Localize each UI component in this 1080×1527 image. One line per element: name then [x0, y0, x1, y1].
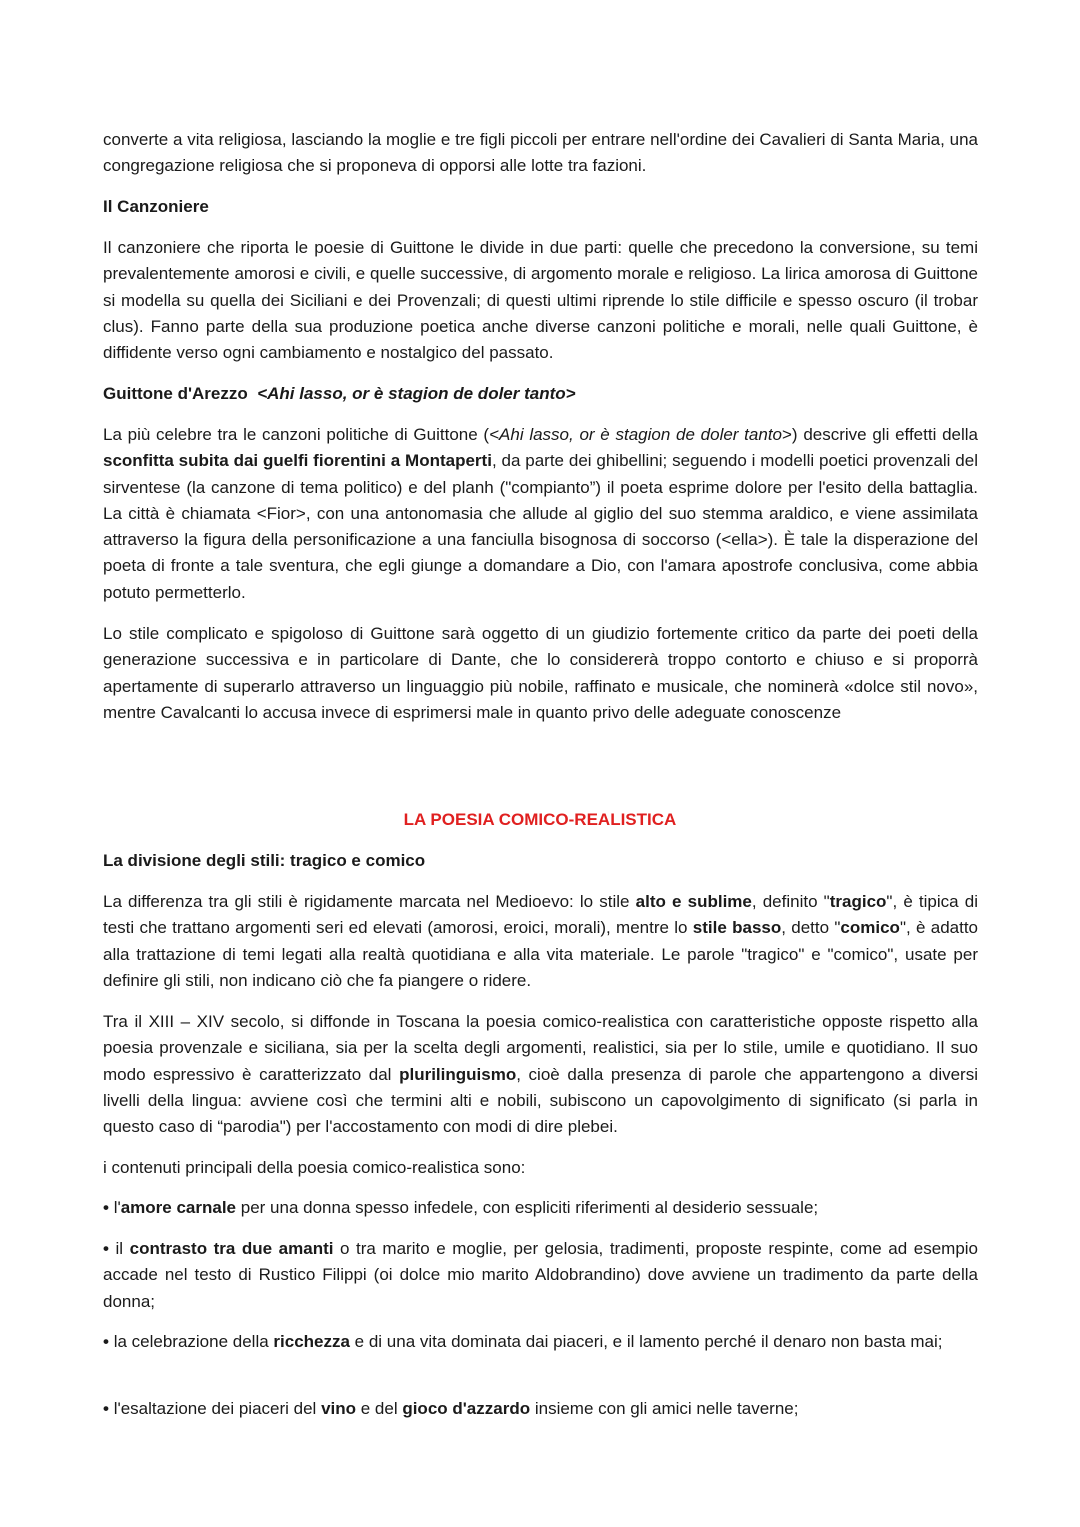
bullet-keyword: vino — [321, 1399, 357, 1418]
bullet-text: e di una vita dominata dai piaceri, e il lamento perché il denaro non basta mai; — [349, 1332, 943, 1351]
div-p1-tragico: tragico — [829, 892, 887, 911]
bullet-item — [103, 1236, 978, 1315]
div-p1-alto: alto e sublime — [635, 892, 752, 911]
bullet-text: l'esaltazione dei piaceri del — [113, 1399, 322, 1418]
bullet-text: la celebrazione della — [113, 1332, 274, 1351]
bullet-text: e del — [356, 1399, 403, 1418]
heading-poem-title: <Ahi lasso, or è stagion de doler tanto> — [257, 384, 576, 403]
div-p1-i: ", è adatto alla trattazione di temi legati alla realtà quotidiana e alla vita materiale. Le parole "tragico" e "comico", usate per definire gli stili, non indicano ciò che fa piangere o ridere. — [103, 918, 978, 990]
p1-text-e: , da parte dei ghibellini; seguendo i modelli poetici provenzali del sirventese (la canzone di tema politico) e del planh ("compianto”) il poeta esprime dolore per l'esito della battaglia. La città è chiamata <Fior>, con una antonomasia che allude al giglio del suo stemma araldico, e viene assimilata attraverso la figura della personificazione a una fanciulla bisognosa di soccorso (<ella>). È tale la disperazione del poeta di fronte a tale sventura, che egli giunge a domandare a Dio, con l'amara apostrofe conclusiva, come abbia potuto permetterlo. — [103, 451, 978, 602]
divisione-heading: La divisione degli stili: tragico e comico — [103, 851, 426, 870]
div-p1-a: La differenza tra gli stili è rigidamente marcata nel Medioevo: lo stile — [103, 892, 636, 911]
bullet-icon: • — [103, 1332, 109, 1351]
div-p2-c: , cioè dalla presenza di parole che appartengono a diversi livelli della lingua: avviene così che termini alti e nobili, subiscono un capovolgimento di significato (si parla in questo caso di “parodia") per l'accostamento con modi di dire plebei. — [103, 1064, 978, 1137]
bullet-item — [103, 1396, 978, 1422]
bullet-text: o tra marito e moglie, per gelosia, tradimenti, proposte respinte, come ad esempio accade nel testo di Rustico Filippi (oi dolce mio marito Aldobrandino) dove avviene un tradimento da parte della donna; — [103, 1239, 979, 1311]
divisione-paragraph-2 — [103, 1009, 978, 1140]
canzoniere-text: Il canzoniere che riporta le poesie di Guittone le divide in due parti: quelle che precedono la conversione, su temi prevalentemente amorosi e civili, e quelle successive, di argomento morale e religioso. La lirica amorosa di Guittone si modella su quella dei Siciliani e dei Provenzali; di questi ultimi riprende lo stile difficile e spesso oscuro (il trobar clus). Fanno parte della sua produzione poetica anche diverse canzoni politiche e morali, nelle quali Guittone, è diffidente verso ogni cambiamento e nostalgico del passato. — [103, 238, 978, 363]
canzoniere-paragraph — [103, 235, 978, 366]
bullet-text: per una donna spesso infedele, con espliciti riferimenti al desiderio sessuale; — [236, 1198, 819, 1217]
bullet-keyword: ricchezza — [273, 1332, 350, 1351]
div-p2-plurilinguismo: plurilinguismo — [399, 1064, 517, 1084]
div-p1-c: , definito " — [751, 892, 830, 911]
section-title: LA POESIA COMICO-REALISTICA — [403, 810, 677, 829]
div-p1-comico: comico — [840, 918, 900, 938]
intro-paragraph — [103, 127, 978, 180]
ahi-lasso-paragraph-1 — [103, 422, 978, 606]
bullet-text: insieme con gli amici nelle taverne; — [530, 1399, 799, 1418]
div-p2-a: Tra il XIII – XIV secolo, si diffonde in Toscana la poesia comico-realistica con caratteristiche opposte rispetto alla poesia provenzale e siciliana, sia per la scelta degli argomenti, realistici, sia per lo stile, umile e quotidiano. Il suo modo espressivo è caratterizzato dal — [103, 1012, 978, 1084]
canzoniere-heading: Il Canzoniere — [103, 197, 209, 216]
bullet-keyword: contrasto tra due amanti — [129, 1239, 334, 1258]
div-p1-stile-basso: stile basso — [692, 918, 782, 938]
bullet-item — [103, 1195, 978, 1221]
p1-poem-title: <Ahi lasso, or è stagion de doler tanto — [489, 425, 782, 444]
divisione-paragraph-1 — [103, 889, 978, 994]
p1-text-c: >) descrive gli effetti della — [782, 425, 978, 444]
divisione-paragraph-3: i contenuti principali della poesia comico-realistica sono: — [103, 1158, 526, 1177]
bullet-keyword: amore carnale — [120, 1198, 237, 1217]
p2-text: Lo stile complicato e spigoloso di Guittone sarà oggetto di un giudizio fortemente critico da parte dei poeti della generazione successiva e in particolare di Dante, che lo considererà troppo contorto e chiuso e si proporrà apertamente di superarlo attraverso un linguaggio più nobile, raffinato e musicale, che nominerà «dolce stil novo», mentre Cavalcanti lo accusa invece di esprimersi male in quanto privo delle adeguate conoscenze — [103, 624, 978, 722]
ahi-lasso-paragraph-2 — [103, 621, 978, 726]
bullet-icon: • — [103, 1239, 109, 1258]
bullet-item — [103, 1329, 978, 1355]
bullet-text: il — [115, 1239, 130, 1258]
bullet-keyword: gioco d'azzardo — [402, 1399, 531, 1418]
p1-text-a: La più celebre tra le canzoni politiche di Guittone ( — [103, 425, 490, 444]
bullet-icon: • — [103, 1198, 109, 1217]
div-p1-g: , detto " — [781, 918, 841, 938]
bullet-text: l' — [113, 1198, 121, 1217]
heading-author: Guittone d'Arezzo — [103, 384, 248, 403]
intro-text: converte a vita religiosa, lasciando la moglie e tre figli piccoli per entrare nell'ordine dei Cavalieri di Santa Maria, una congregazione religiosa che si proponeva di opporsi alle lotte tra fazioni. — [103, 130, 978, 176]
bullet-icon: • — [103, 1399, 109, 1418]
p1-montaperti: sconfitta subita dai guelfi fiorentini a Montaperti — [103, 451, 492, 471]
div-p1-e: ", è tipica di testi che trattano argomenti seri ed elevati (amorosi, eroici, morali), mentre lo — [103, 892, 978, 938]
ahi-lasso-heading — [103, 381, 978, 407]
